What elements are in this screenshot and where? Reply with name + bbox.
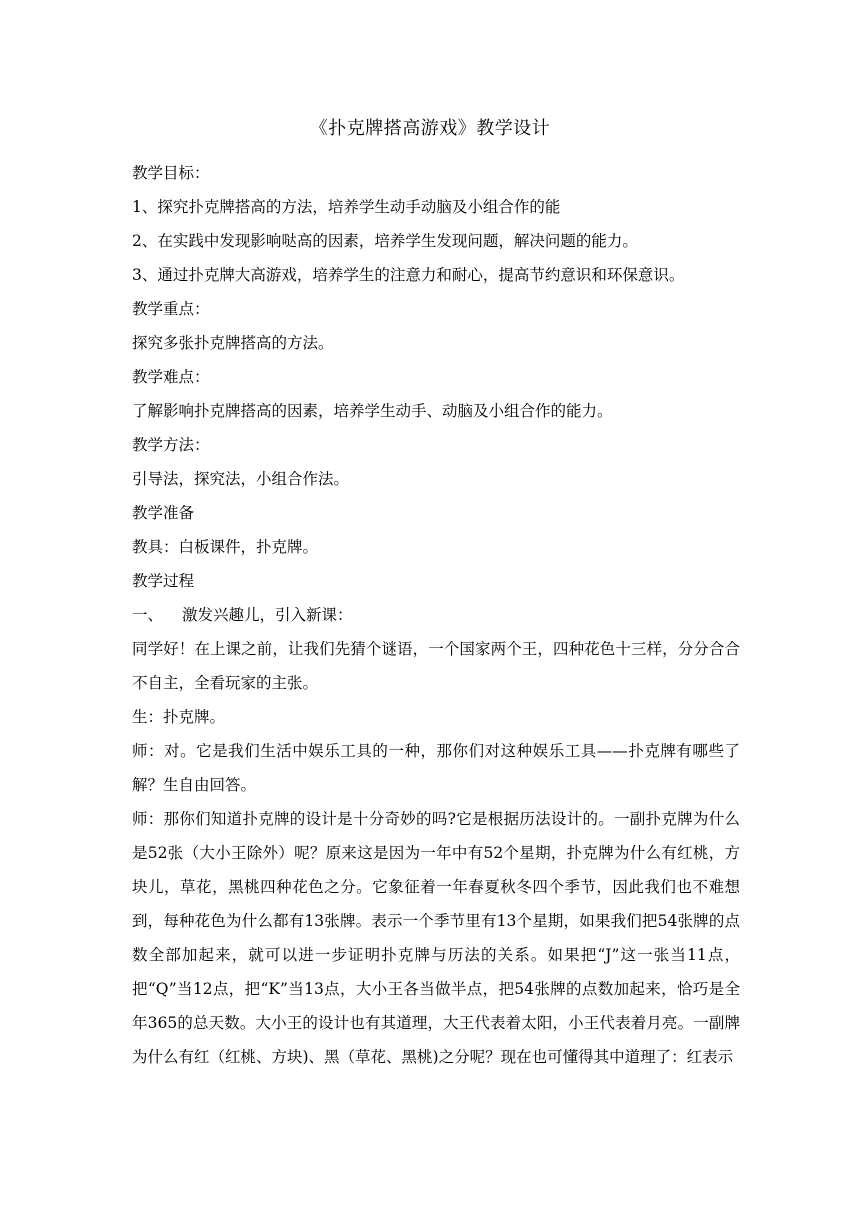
goal-item-2: 2、在实践中发现影响哒高的因素，培养学生发现问题，解决问题的能力。: [132, 232, 638, 250]
document-body: [132, 156, 740, 1074]
process-heading: 教学过程: [132, 572, 195, 590]
step-title: 激发兴趣儿，引入新课：: [182, 606, 353, 624]
process-paragraph-3: 师：对。它是我们生活中娱乐工具的一种，那你们对这种娱乐工具——扑克牌有哪些了解？生自由回答。: [132, 742, 740, 794]
process-step-1: [132, 598, 740, 632]
goal-item-3: 3、通过扑克牌大高游戏，培养学生的注意力和耐心，提高节约意识和环保意识。: [132, 266, 685, 284]
difficulties-heading: 教学难点：: [132, 368, 210, 386]
step-number: 一、: [132, 606, 164, 624]
methods-heading: 教学方法：: [132, 436, 210, 454]
process-paragraph-2: 生：扑克牌。: [132, 708, 226, 726]
methods-text: 引导法，探究法，小组合作法。: [132, 470, 350, 488]
key-points-text: 探究多张扑克牌搭高的方法。: [132, 334, 334, 352]
difficulties-text: 了解影响扑克牌搭高的因素，培养学生动手、动脑及小组合作的能力。: [132, 402, 613, 420]
preparation-text: 教具：白板课件，扑克牌。: [132, 538, 319, 556]
process-paragraph-4: 师：那你们知道扑克牌的设计是十分奇妙的吗?它是根据历法设计的。一副扑克牌为什么是52张（大小王除外）呢？原来这是因为一年中有52个星期，扑克牌为什么有红桃，方块儿，草花，黑桃四种花色之分。它象征着一年春夏秋冬四个季节，因此我们也不难想到，每种花色为什么都有13张牌。表示一个季节里有13个星期，如果我们把54张牌的点数全部加起来，就可以进一步证明扑克牌与历法的关系。如果把“J”这一张当11点，把“Q”当12点，把“K”当13点，大小王各当做半点，把54张牌的点数加起来，恰巧是全年365的总天数。大小王的设计也有其道理，大王代表着太阳，小王代表着月亮。一副牌为什么有红（红桃、方块)、黑（草花、黑桃)之分呢？现在也可懂得其中道理了：红表示: [132, 810, 740, 1066]
goal-item-1: 1、探究扑克牌搭高的方法，培养学生动手动脑及小组合作的能: [132, 198, 561, 216]
goals-heading: 教学目标：: [132, 164, 210, 182]
process-paragraph-1: 同学好！在上课之前，让我们先猜个谜语，一个国家两个王，四种花色十三样，分分合合不自主，全看玩家的主张。: [132, 640, 740, 692]
page-title: 《扑克牌搭高游戏》教学设计: [309, 118, 551, 139]
preparation-heading: 教学准备: [132, 504, 195, 522]
key-points-heading: 教学重点：: [132, 300, 210, 318]
